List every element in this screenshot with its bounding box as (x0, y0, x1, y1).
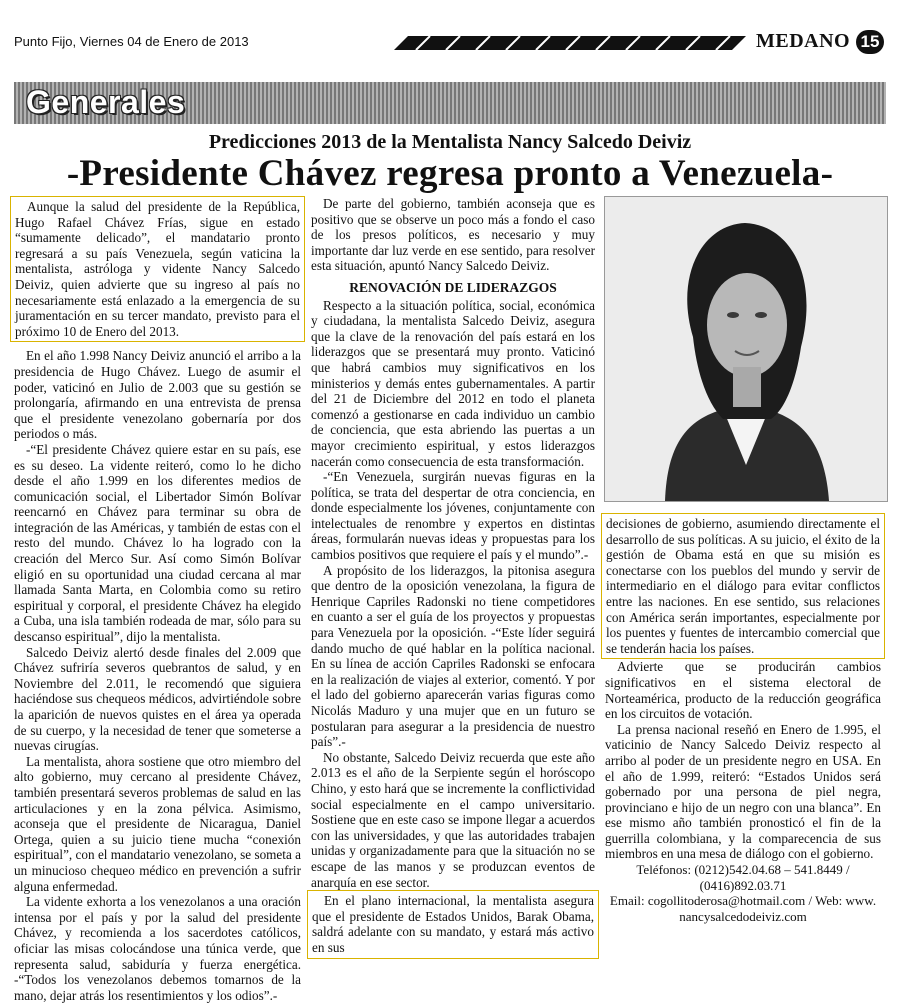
email-line: Email: cogollitoderosa@hotmail.com / Web: www. (609, 893, 877, 909)
highlighted-paragraph (601, 513, 885, 659)
article-subtitle: Predicciones 2013 de la Mentalista Nancy Salcedo Deiviz (208, 131, 692, 153)
phone-line-1: Teléfonos: (0212)542.04.68 – 541.8449 / (636, 862, 850, 878)
paragraph: Aunque la salud del presidente de la República, Hugo Rafael Chávez Frías, sigue en estado “sumamente delicado”, el mandatario pronto regresará a su país Venezuela, según vaticina la mentalista, astróloga y vidente Nancy Salcedo Deiviz, quien advierte que su ingreso al país no necesariamente está enlazado a la emergencia de su juramentación en su tercer mandato, previsto para el próximo 10 de Enero del 2013. (15, 199, 300, 339)
paragraph: Salcedo Deiviz alertó desde finales del 2.009 que Chávez sufriría severos quebrantos de salud, y en Noviembre del 2.011, le recomendó que siguiera haciéndose sus chequeos médicos, advirtiéndole sobre la aparición de nuevos quistes en el área ya operada de su cuerpo, y la necesidad de tener que someterse a nuevas cirugías. (14, 644, 301, 754)
page-number: 15 (856, 30, 884, 54)
paragraph: En el plano internacional, la mentalista asegura que el presidente de Estados Unidos, Barak Obama, saldrá adelante con su mandato, y estará más activo en sus (312, 893, 594, 955)
section-label: Generales (26, 84, 186, 120)
article-column-3 (605, 513, 881, 924)
paragraph: -“En Venezuela, surgirán nuevas figuras en la política, se trata del despertar de otra conciencia, en donde especialmente los jóvenes, conjuntamente con intelectuales de renombre y expertos en distintas áreas, formularán nuevas ideas y propuestas para los cambios positivos que requiere el país y el mundo”.- (311, 469, 595, 563)
paragraph: A propósito de los liderazgos, la pitonisa asegura que dentro de la oposición venezolana, la figura de Henrique Capriles Radonski no tiene competidores en cuanto a ser el guía de los proyectos y propuestas para Venezuela por la oposición. -“Este líder seguirá dando mucho de qué hablar en la política nacional. En su línea de acción Capriles Radonski se enfocara en la realización de viajes al exterior, comentó. Y por el lado del gobierno aparecerán varias figuras como Nicolás Maduro y una mujer que en un futuro se postularan para asegurar a la presidencia de nuestro país”.- (311, 562, 595, 750)
paragraph: Advierte que se producirán cambios significativos en el sistema electoral de Norteamérica, producto de la reducción geográfica en los circuitos de votación. (605, 659, 881, 722)
decorative-stripes (386, 36, 746, 50)
highlighted-paragraph (10, 196, 305, 342)
highlighted-paragraph (307, 890, 599, 958)
article-headline: -Presidente Chávez regresa pronto a Venezuela- (66, 153, 834, 194)
article-column-1 (14, 196, 301, 1003)
portrait-photo (604, 196, 888, 502)
portrait-illustration (605, 197, 887, 501)
masthead (14, 30, 886, 58)
newspaper-brand: MEDANO (756, 30, 851, 52)
paragraph: La mentalista, ahora sostiene que otro miembro del alto gobierno, muy cercano al presidente Chávez, también presentará severos problemas de salud en las articulaciones y en la zona pélvica. Asimismo, aconseja que el presidente de Nicaragua, Daniel Ortega, quien a su juicio tiene mucha “conexión espiritual”, con el mandatario venezolano, se someta a un minucioso chequeo médico en prevención a sufrir alguna enfermedad. (14, 753, 301, 894)
paragraph: Respecto a la situación política, social, económica y ciudadana, la mentalista Salcedo Deiviz, asegura que la clave de la renovación del país estará en los liderazgos que se presentará muy pronto. Vaticinó que habrá cambios muy significativos en los ministerios y demás entes gubernamentales. A partir del 21 de Diciembre del 2012 en todo el planeta comenzó a gestionarse en cada individuo un cambio de conciencia, que esta abriendo las puertas a un mayor crecimiento espiritual, y estos liderazgos nacerán como consecuencia de esta transformación. (311, 297, 595, 469)
paragraph: No obstante, Salcedo Deiviz recuerda que este año 2.013 es el año de la Serpiente según el horóscopo Chino, y esto hará que se incremente la conflictividad social especialmente en el campo universitario. Sostiene que en este caso se impone llegar a acuerdos con las universidades, y que las autoridades trabajen unidas y organizadamente para que la situación no se escape de las manos y se produzcan eventos de anarquía en ese sector. (311, 749, 595, 890)
paragraph: -“El presidente Chávez quiere estar en su país, ese es su deseo. La vidente reiteró, como lo he dicho desde el año 1.999 en los diferentes medios de comunicación social, el Libertador Simón Bolívar reencarnó en Chávez para terminar su obra de integración de las Américas, y también de estas con el resto del mundo. Chávez lo ha logrado con la creación del Merco Sur. Así como Simón Bolívar eligió en su oportunidad una ciudad cercana al mar llamada Santa Marta, en Colombia como su retiro espiritual y corporal, el presidente Chávez ha elegido a Cuba, una isla también rodeada de mar, sólo para su descanso espiritual”, dijo la mentalista. (14, 441, 301, 645)
paragraph: decisiones de gobierno, asumiendo directamente el desarrollo de sus políticas. A su juicio, el éxito de la gestión de Obama está en que su misión es conectarse con los pueblos del mundo y servir de intermediario en el diálogo para evitar conflictos entre las naciones. En ese sentido, sus relaciones con América serán importantes, especialmente por los puentes y fuentes de intercambio comercial que se tenderán hacia los países. (606, 516, 880, 656)
phone-line-2: (0416)892.03.71 (699, 877, 787, 893)
place-date: Punto Fijo, Viernes 04 de Enero de 2013 (14, 34, 249, 49)
contact-info (605, 862, 881, 924)
paragraph: La prensa nacional reseñó en Enero de 1.995, el vaticinio de Nancy Salcedo Deiviz respecto al arribo al poder de un presidente negro en USA. En el año de 1.999, reiteró: “Estados Unidos será gobernado por una persona de piel negra, provinciano e hijo de un negro con una blanca”. En ese mismo año también pronosticó el fin de la guerrilla colombiana, y la comparecencia de sus miembros en una mesa de diálogo con el gobierno. (605, 721, 881, 862)
section-banner (14, 82, 886, 124)
section-subhead: RENOVACIÓN DE LIDERAZGOS (349, 279, 557, 295)
paragraph: La vidente exhorta a los venezolanos a una oración intensa por el país y por la salud del presidente Chávez, y recomienda a los sacerdotes católicos, oficiar las misas colocándose una túnica verde, que representa salud, sabiduría y fuerza energética. -“Todos los venezolanos debemos tomarnos de la mano, dejar atrás los resentimientos y los odios”.- (14, 894, 301, 1003)
article-column-2 (311, 196, 595, 959)
paragraph: En el año 1.998 Nancy Deiviz anunció el arribo a la presidencia de Hugo Chávez. Luego de asumir el poder, vaticinó en Julio de 2.003 que su gestión se prolongaría, afirmando en una entrevista de prensa que el presidente venezolano gobernaría por dos periodos o más. (14, 348, 301, 442)
web-line: nancysalcedodeiviz.com (679, 908, 807, 924)
paragraph: De parte del gobierno, también aconseja que es positivo que se observe un poco más a fondo el caso de los presos políticos, es necesario y muy importante dar luz verde en ese sentido, para resolver esta situación, apuntó Nancy Salcedo Deiviz. (311, 196, 595, 274)
